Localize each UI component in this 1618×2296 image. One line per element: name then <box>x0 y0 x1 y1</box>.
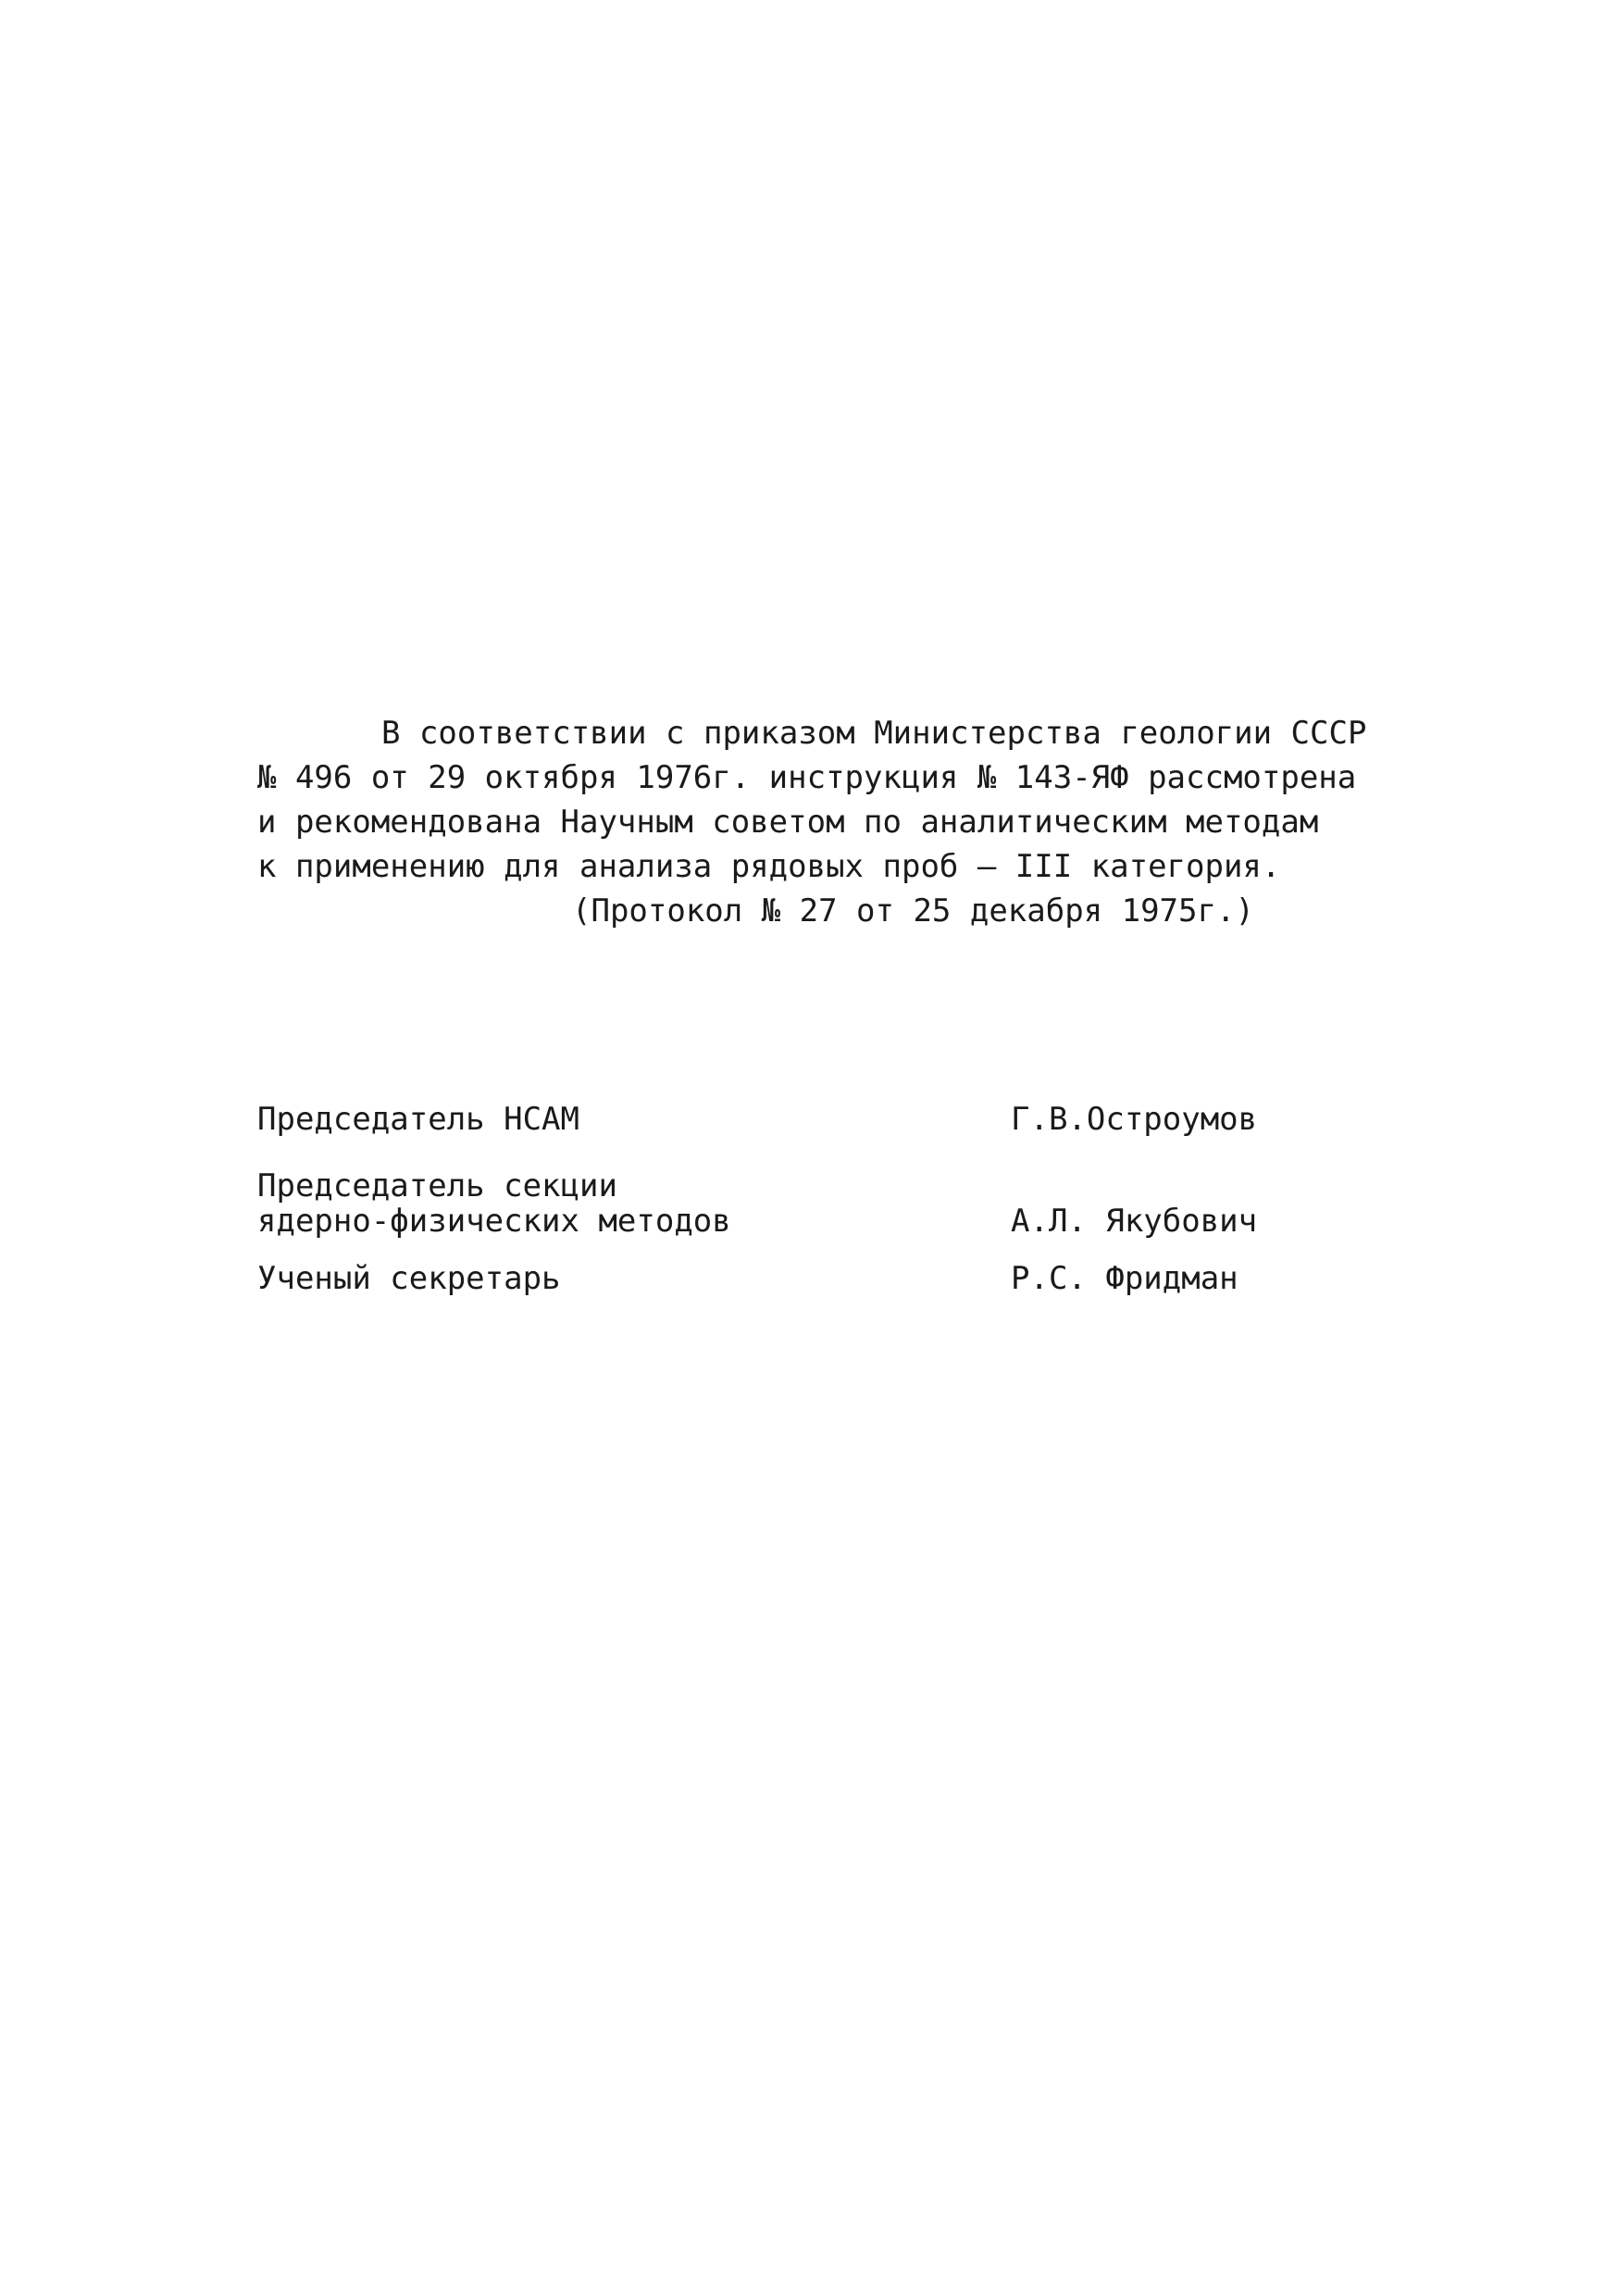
signature-name: Р.С. Фридман <box>1011 1260 1238 1297</box>
signature-row-secretary <box>257 1261 1313 1302</box>
approval-line-1: В соответствии с приказом Министерства геологии СССР <box>381 715 1367 752</box>
signature-name: Г.В.Остроумов <box>1011 1101 1258 1138</box>
signature-role: Председатель секции ядерно-физических методов <box>257 1167 731 1240</box>
signature-row-chairman <box>257 1102 1313 1142</box>
approval-line-3: и рекомендована Научным советом по аналитическим методам <box>257 804 1319 841</box>
signature-block <box>257 1102 1313 1328</box>
approval-line-4: к применению для анализа рядовых проб – III категория. <box>257 848 1281 885</box>
approval-statement <box>257 711 1405 933</box>
protocol-reference: (Протокол № 27 от 25 декабря 1975г.) <box>572 892 1254 930</box>
signature-role: Ученый секретарь <box>257 1260 561 1297</box>
signature-row-section-chairman <box>257 1168 1313 1239</box>
signature-role: Председатель НСАМ <box>257 1101 579 1138</box>
approval-line-2: № 496 от 29 октября 1976г. инструкция № 143-ЯФ рассмотрена <box>257 759 1357 796</box>
signature-name: А.Л. Якубович <box>1011 1203 1258 1240</box>
